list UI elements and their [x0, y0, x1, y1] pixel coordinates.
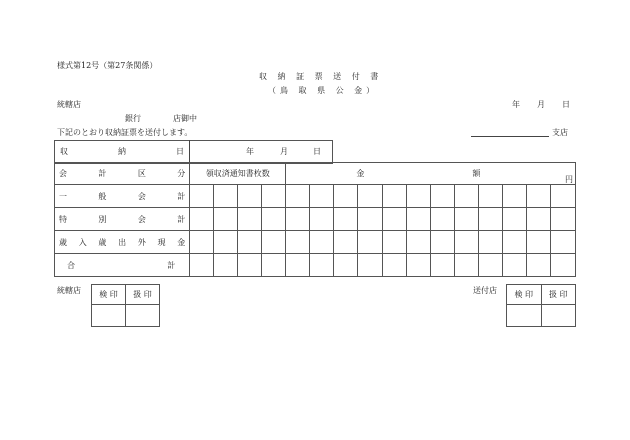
cell[interactable]	[310, 185, 334, 208]
cell[interactable]	[406, 231, 430, 254]
cell[interactable]	[406, 254, 430, 277]
header-amount-1: 金	[356, 169, 365, 178]
cell[interactable]	[358, 185, 382, 208]
cell[interactable]	[238, 254, 262, 277]
row-char: 歳	[59, 237, 67, 247]
form-number: 様式第12号（第27条関係）	[57, 61, 158, 70]
inspect-stamp-cell[interactable]	[507, 305, 542, 327]
receipt-month: 月	[280, 147, 288, 156]
inspect-stamp-cell[interactable]	[92, 305, 126, 327]
header-category	[55, 163, 190, 185]
receipt-label	[60, 148, 184, 156]
cell[interactable]	[214, 254, 238, 277]
cell[interactable]	[502, 254, 526, 277]
bank-label: 銀行	[125, 114, 141, 123]
table-row-total	[55, 254, 576, 277]
cell[interactable]	[430, 231, 454, 254]
row-label-total	[55, 254, 190, 277]
date-year: 年	[512, 100, 520, 109]
header-char: 区	[137, 169, 146, 178]
receipt-label-char: 収	[60, 147, 68, 156]
header-char: 会	[59, 169, 67, 178]
table-row	[55, 208, 576, 231]
cell[interactable]	[382, 254, 406, 277]
row-char: 歳	[98, 237, 107, 247]
cell[interactable]	[454, 231, 478, 254]
cell[interactable]	[382, 208, 406, 231]
cell[interactable]	[526, 208, 550, 231]
row-char: 外	[137, 237, 146, 247]
receipt-label-char: 納	[118, 147, 126, 156]
header-char: 計	[98, 169, 107, 178]
cell[interactable]	[334, 231, 358, 254]
cell[interactable]	[334, 208, 358, 231]
cell[interactable]	[190, 231, 214, 254]
cell[interactable]	[550, 254, 575, 277]
cell[interactable]	[454, 185, 478, 208]
cell[interactable]	[310, 254, 334, 277]
cell[interactable]	[214, 231, 238, 254]
cell[interactable]	[502, 185, 526, 208]
table-row	[55, 231, 576, 254]
row-char: 入	[78, 237, 87, 247]
handle-stamp-header: 扱 印	[126, 285, 160, 305]
receipt-divider	[189, 140, 190, 163]
inspect-stamp-header: 検 印	[92, 285, 126, 305]
sender-label: 統轄店	[57, 100, 81, 109]
cell[interactable]	[358, 208, 382, 231]
cell[interactable]	[502, 208, 526, 231]
cell[interactable]	[310, 208, 334, 231]
branch-underline	[471, 136, 549, 137]
table-row	[55, 185, 576, 208]
cell[interactable]	[334, 185, 358, 208]
row-label-special	[55, 208, 190, 231]
form-subtitle: （鳥 取 県 公 金）	[268, 86, 379, 95]
cell[interactable]	[406, 208, 430, 231]
cell[interactable]	[238, 185, 262, 208]
cell[interactable]	[454, 254, 478, 277]
table-header-row	[55, 163, 576, 185]
cell[interactable]	[430, 185, 454, 208]
receipt-year: 年	[246, 147, 254, 156]
cell[interactable]	[526, 185, 550, 208]
cell[interactable]	[286, 231, 310, 254]
cell[interactable]	[382, 185, 406, 208]
cell[interactable]	[430, 208, 454, 231]
cell[interactable]	[190, 185, 214, 208]
handle-stamp-cell[interactable]	[126, 305, 160, 327]
cell[interactable]	[190, 254, 214, 277]
stamp-right-label: 送付店	[473, 286, 497, 295]
receipt-label-char: 日	[176, 147, 184, 156]
cell[interactable]	[262, 254, 286, 277]
cell[interactable]	[550, 208, 575, 231]
cell[interactable]	[214, 185, 238, 208]
cell[interactable]	[190, 208, 214, 231]
stamp-box-left	[91, 284, 160, 327]
row-char: 金	[177, 237, 186, 247]
row-char: 計	[177, 191, 186, 201]
cell[interactable]	[286, 254, 310, 277]
cell[interactable]	[262, 208, 286, 231]
cell[interactable]	[358, 231, 382, 254]
row-char: 別	[98, 214, 107, 224]
row-char: 計	[167, 260, 176, 270]
row-char: 合	[67, 260, 75, 270]
date-month: 月	[537, 100, 545, 109]
cell[interactable]	[286, 208, 310, 231]
cell[interactable]	[310, 231, 334, 254]
instruction-text: 下記のとおり収納証票を送付します。	[57, 128, 193, 137]
cell[interactable]	[358, 254, 382, 277]
branch-suffix: 支店	[552, 128, 568, 137]
cell[interactable]	[382, 231, 406, 254]
cell[interactable]	[550, 185, 575, 208]
row-char: 会	[137, 214, 146, 224]
branch-label: 店御中	[173, 114, 197, 123]
cell[interactable]	[478, 208, 502, 231]
header-amount-2: 額	[472, 169, 481, 178]
header-yen: 円	[565, 175, 573, 184]
cell[interactable]	[286, 185, 310, 208]
handle-stamp-header: 扱 印	[541, 285, 576, 305]
cell[interactable]	[526, 254, 550, 277]
header-count: 領収済通知書枚数	[190, 163, 286, 185]
cell[interactable]	[478, 254, 502, 277]
inspect-stamp-header: 検 印	[507, 285, 542, 305]
cell[interactable]	[430, 254, 454, 277]
cell[interactable]	[550, 231, 575, 254]
stamp-left-label: 統轄店	[57, 286, 81, 295]
row-char: 一	[59, 191, 67, 201]
stamp-box-right	[506, 284, 576, 327]
cell[interactable]	[238, 208, 262, 231]
cell[interactable]	[406, 185, 430, 208]
row-char: 会	[137, 191, 146, 201]
cell[interactable]	[454, 208, 478, 231]
cell[interactable]	[262, 231, 286, 254]
handle-stamp-cell[interactable]	[541, 305, 576, 327]
row-char: 出	[118, 237, 127, 247]
row-char: 般	[98, 191, 107, 201]
cell[interactable]	[526, 231, 550, 254]
cell[interactable]	[478, 185, 502, 208]
cell[interactable]	[214, 208, 238, 231]
date-day: 日	[562, 100, 570, 109]
ledger-table	[54, 162, 576, 277]
header-amount	[286, 163, 576, 185]
cell[interactable]	[502, 231, 526, 254]
cell[interactable]	[262, 185, 286, 208]
row-char: 現	[157, 237, 166, 247]
header-char: 分	[177, 169, 186, 178]
cell[interactable]	[334, 254, 358, 277]
form-title: 収 納 証 票 送 付 書	[259, 72, 383, 81]
row-char: 特	[59, 214, 67, 224]
cell[interactable]	[478, 231, 502, 254]
row-label-general	[55, 185, 190, 208]
row-label-cash	[55, 231, 190, 254]
row-char: 計	[177, 214, 186, 224]
cell[interactable]	[238, 231, 262, 254]
receipt-day: 日	[313, 147, 321, 156]
